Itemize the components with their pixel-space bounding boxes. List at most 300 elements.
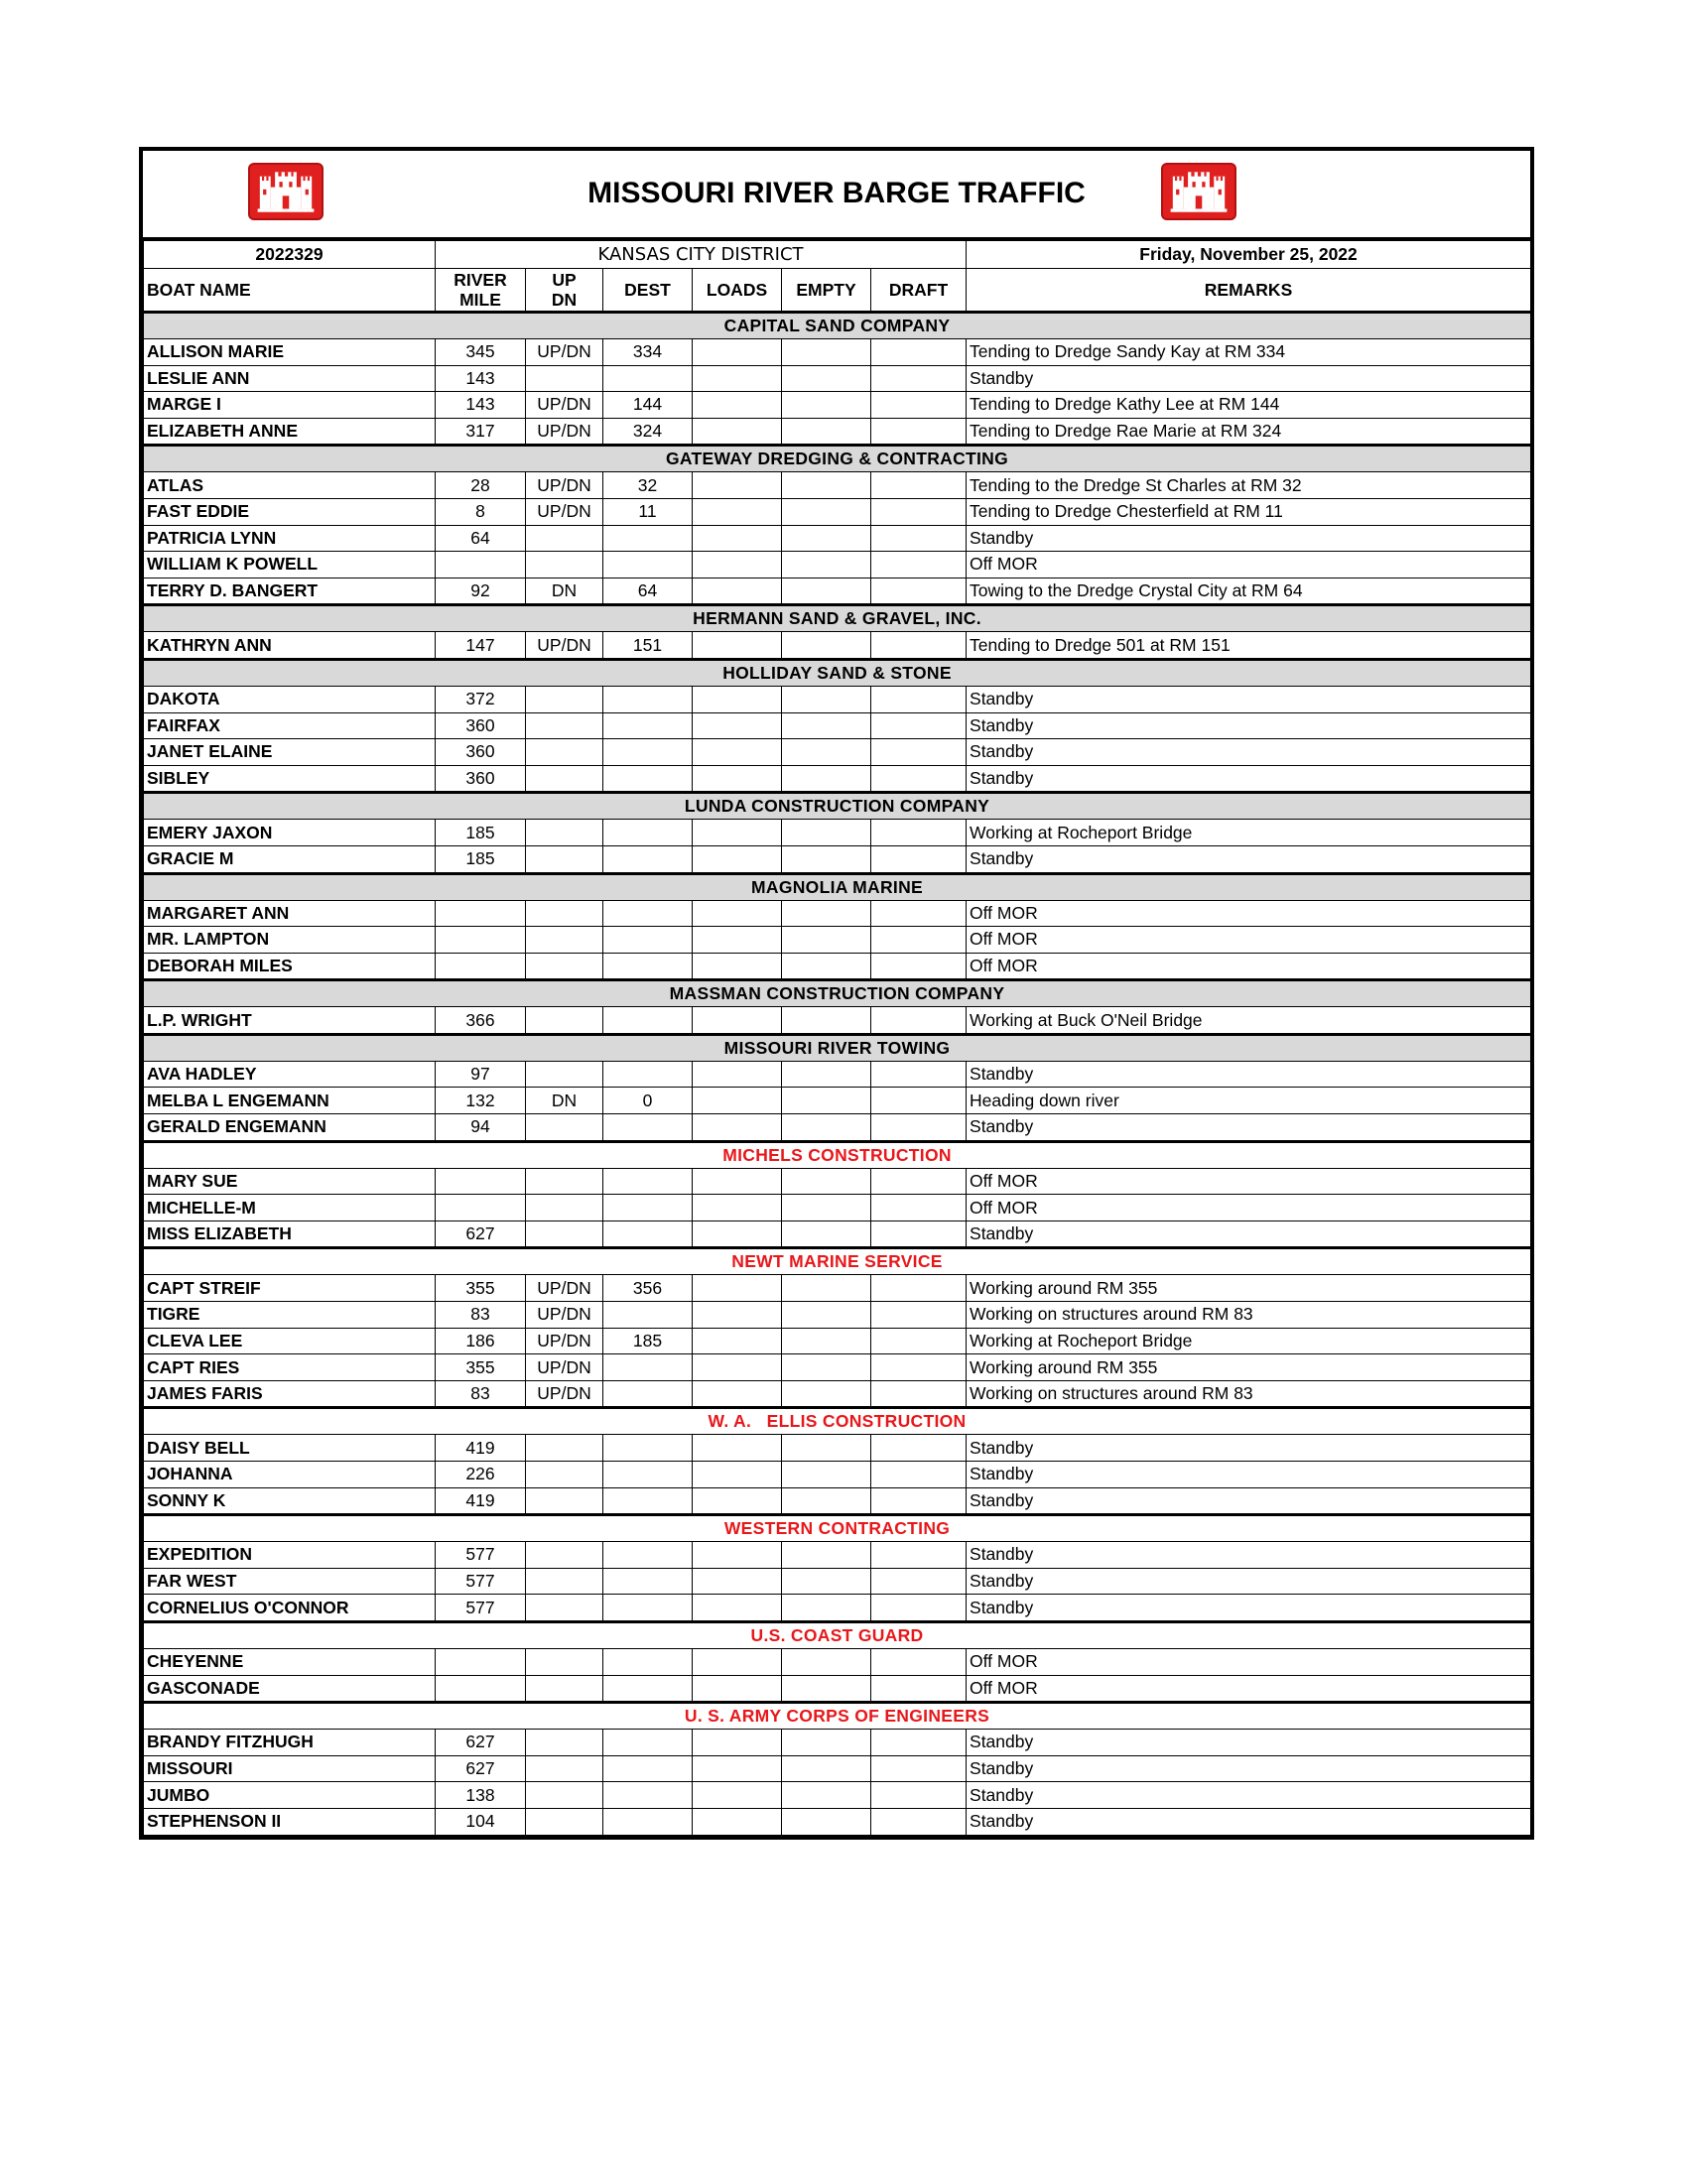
loads-cell <box>693 365 782 392</box>
river-mile-cell: 185 <box>436 845 526 873</box>
loads-cell <box>693 739 782 766</box>
empty-cell <box>782 712 871 739</box>
col-remarks: REMARKS <box>967 269 1531 313</box>
river-mile-cell <box>436 1675 526 1703</box>
draft-cell <box>871 765 967 793</box>
river-mile-cell: 419 <box>436 1487 526 1515</box>
loads-cell <box>693 498 782 525</box>
remarks-cell: Working around RM 355 <box>967 1275 1531 1302</box>
up-dn-cell <box>526 1195 603 1221</box>
table-row <box>144 578 1531 605</box>
col-up-dn <box>526 269 603 313</box>
loads-cell <box>693 1007 782 1035</box>
dest-cell <box>603 1114 693 1142</box>
loads-cell <box>693 1782 782 1809</box>
up-dn-cell <box>526 1462 603 1488</box>
table-row <box>144 632 1531 660</box>
table-row <box>144 927 1531 954</box>
up-dn-cell: UP/DN <box>526 339 603 366</box>
table-row <box>144 365 1531 392</box>
section-header-row <box>144 1141 1531 1168</box>
remarks-cell: Off MOR <box>967 1168 1531 1195</box>
remarks-cell: Working on structures around RM 83 <box>967 1380 1531 1408</box>
boat-name-cell: SIBLEY <box>144 765 436 793</box>
remarks-cell: Standby <box>967 845 1531 873</box>
table-row <box>144 953 1531 980</box>
dest-cell <box>603 1380 693 1408</box>
col-dest: DEST <box>603 269 693 313</box>
empty-cell <box>782 1195 871 1221</box>
section-title: MASSMAN CONSTRUCTION COMPANY <box>144 980 1531 1007</box>
boat-name-cell: PATRICIA LYNN <box>144 525 436 552</box>
river-mile-cell: 97 <box>436 1061 526 1088</box>
up-dn-cell <box>526 1782 603 1809</box>
loads-cell <box>693 900 782 927</box>
loads-cell <box>693 820 782 846</box>
empty-cell <box>782 765 871 793</box>
empty-cell <box>782 1007 871 1035</box>
up-dn-cell: UP/DN <box>526 392 603 419</box>
up-dn-cell <box>526 552 603 578</box>
draft-cell <box>871 1755 967 1782</box>
section-header-row <box>144 1408 1531 1435</box>
boat-name-cell: GERALD ENGEMANN <box>144 1114 436 1142</box>
dest-cell <box>603 1782 693 1809</box>
empty-cell <box>782 739 871 766</box>
dest-cell <box>603 1168 693 1195</box>
boat-name-cell: GRACIE M <box>144 845 436 873</box>
boat-name-cell: ELIZABETH ANNE <box>144 418 436 446</box>
draft-cell <box>871 1730 967 1756</box>
up-dn-cell <box>526 765 603 793</box>
draft-cell <box>871 525 967 552</box>
draft-cell <box>871 845 967 873</box>
section-title: CAPITAL SAND COMPANY <box>144 313 1531 339</box>
dest-cell <box>603 1755 693 1782</box>
boat-name-cell: LESLIE ANN <box>144 365 436 392</box>
section-header-row <box>144 793 1531 820</box>
dest-cell <box>603 739 693 766</box>
empty-cell <box>782 1354 871 1381</box>
section-header-row <box>144 1703 1531 1730</box>
empty-cell <box>782 365 871 392</box>
remarks-cell: Standby <box>967 1487 1531 1515</box>
loads-cell <box>693 418 782 446</box>
remarks-cell: Standby <box>967 1462 1531 1488</box>
up-dn-cell: UP/DN <box>526 498 603 525</box>
remarks-cell: Off MOR <box>967 900 1531 927</box>
river-mile-cell: 226 <box>436 1462 526 1488</box>
up-dn-cell <box>526 739 603 766</box>
barge-table <box>143 240 1531 1836</box>
empty-cell <box>782 392 871 419</box>
remarks-cell: Standby <box>967 765 1531 793</box>
up-dn-cell <box>526 900 603 927</box>
section-header-row <box>144 659 1531 686</box>
boat-name-cell: KATHRYN ANN <box>144 632 436 660</box>
table-row <box>144 339 1531 366</box>
river-mile-cell: 360 <box>436 765 526 793</box>
draft-cell <box>871 1168 967 1195</box>
river-mile-cell: 345 <box>436 339 526 366</box>
table-row <box>144 392 1531 419</box>
remarks-cell: Standby <box>967 1220 1531 1248</box>
up-dn-cell <box>526 1007 603 1035</box>
empty-cell <box>782 953 871 980</box>
boat-name-cell: BRANDY FITZHUGH <box>144 1730 436 1756</box>
report-date: Friday, November 25, 2022 <box>967 241 1531 269</box>
remarks-cell: Tending to Dredge Kathy Lee at RM 144 <box>967 392 1531 419</box>
loads-cell <box>693 1435 782 1462</box>
table-row <box>144 1275 1531 1302</box>
remarks-cell: Off MOR <box>967 552 1531 578</box>
dest-cell <box>603 1675 693 1703</box>
empty-cell <box>782 1435 871 1462</box>
river-mile-cell: 138 <box>436 1782 526 1809</box>
section-header-row <box>144 1621 1531 1648</box>
dest-cell <box>603 1568 693 1595</box>
dest-cell <box>603 1595 693 1622</box>
table-row <box>144 472 1531 499</box>
dest-cell <box>603 1730 693 1756</box>
empty-cell <box>782 1220 871 1248</box>
river-mile-cell: 577 <box>436 1595 526 1622</box>
remarks-cell: Tending to Dredge Chesterfield at RM 11 <box>967 498 1531 525</box>
empty-cell <box>782 1648 871 1675</box>
remarks-cell: Tending to Dredge Rae Marie at RM 324 <box>967 418 1531 446</box>
river-mile-cell <box>436 552 526 578</box>
table-row <box>144 1755 1531 1782</box>
castle-icon <box>1163 165 1234 218</box>
empty-cell <box>782 498 871 525</box>
dest-cell: 32 <box>603 472 693 499</box>
loads-cell <box>693 1328 782 1354</box>
up-dn-cell <box>526 1595 603 1622</box>
table-row <box>144 1088 1531 1114</box>
table-row <box>144 820 1531 846</box>
river-mile-cell: 419 <box>436 1435 526 1462</box>
remarks-cell: Off MOR <box>967 1675 1531 1703</box>
river-mile-cell: 627 <box>436 1755 526 1782</box>
loads-cell <box>693 1462 782 1488</box>
section-title: LUNDA CONSTRUCTION COMPANY <box>144 793 1531 820</box>
loads-cell <box>693 765 782 793</box>
dest-cell: 185 <box>603 1328 693 1354</box>
draft-cell <box>871 1354 967 1381</box>
empty-cell <box>782 525 871 552</box>
draft-cell <box>871 1568 967 1595</box>
table-row <box>144 712 1531 739</box>
remarks-cell: Standby <box>967 1755 1531 1782</box>
river-mile-cell <box>436 900 526 927</box>
table-row <box>144 845 1531 873</box>
up-dn-cell <box>526 1435 603 1462</box>
up-dn-cell <box>526 1755 603 1782</box>
draft-cell <box>871 552 967 578</box>
boat-name-cell: MR. LAMPTON <box>144 927 436 954</box>
empty-cell <box>782 1487 871 1515</box>
remarks-cell: Working at Rocheport Bridge <box>967 1328 1531 1354</box>
table-row <box>144 1730 1531 1756</box>
table-row <box>144 1007 1531 1035</box>
draft-cell <box>871 1007 967 1035</box>
draft-cell <box>871 820 967 846</box>
table-row <box>144 1782 1531 1809</box>
river-mile-cell: 94 <box>436 1114 526 1142</box>
loads-cell <box>693 392 782 419</box>
boat-name-cell: FAR WEST <box>144 1568 436 1595</box>
river-mile-cell: 577 <box>436 1568 526 1595</box>
table-row <box>144 1061 1531 1088</box>
boat-name-cell: MARY SUE <box>144 1168 436 1195</box>
table-row <box>144 1168 1531 1195</box>
up-dn-cell: UP/DN <box>526 1354 603 1381</box>
empty-cell <box>782 1328 871 1354</box>
boat-name-cell: FAIRFAX <box>144 712 436 739</box>
river-mile-cell: 186 <box>436 1328 526 1354</box>
dest-cell <box>603 712 693 739</box>
table-row <box>144 552 1531 578</box>
draft-cell <box>871 1302 967 1329</box>
boat-name-cell: CLEVA LEE <box>144 1328 436 1354</box>
loads-cell <box>693 1275 782 1302</box>
boat-name-cell: TIGRE <box>144 1302 436 1329</box>
up-dn-cell: DN <box>526 1088 603 1114</box>
river-mile-cell <box>436 1195 526 1221</box>
draft-cell <box>871 1061 967 1088</box>
boat-name-cell: L.P. WRIGHT <box>144 1007 436 1035</box>
river-mile-cell: 185 <box>436 820 526 846</box>
draft-cell <box>871 1648 967 1675</box>
empty-cell <box>782 1782 871 1809</box>
draft-cell <box>871 1782 967 1809</box>
boat-name-cell: SONNY K <box>144 1487 436 1515</box>
dest-cell: 64 <box>603 578 693 605</box>
empty-cell <box>782 1808 871 1835</box>
table-row <box>144 1354 1531 1381</box>
empty-cell <box>782 820 871 846</box>
empty-cell <box>782 1275 871 1302</box>
draft-cell <box>871 1595 967 1622</box>
dest-cell: 144 <box>603 392 693 419</box>
remarks-cell: Working at Rocheport Bridge <box>967 820 1531 846</box>
table-row <box>144 1328 1531 1354</box>
draft-cell <box>871 498 967 525</box>
table-row <box>144 525 1531 552</box>
dest-cell: 11 <box>603 498 693 525</box>
empty-cell <box>782 1595 871 1622</box>
section-header-row <box>144 446 1531 472</box>
boat-name-cell: MARGARET ANN <box>144 900 436 927</box>
loads-cell <box>693 1302 782 1329</box>
empty-cell <box>782 632 871 660</box>
empty-cell <box>782 1168 871 1195</box>
loads-cell <box>693 686 782 712</box>
draft-cell <box>871 1542 967 1569</box>
empty-cell <box>782 1568 871 1595</box>
draft-cell <box>871 686 967 712</box>
boat-name-cell: TERRY D. BANGERT <box>144 578 436 605</box>
section-header-row <box>144 313 1531 339</box>
up-dn-cell: UP/DN <box>526 1275 603 1302</box>
up-dn-cell <box>526 845 603 873</box>
empty-cell <box>782 1755 871 1782</box>
section-title: W. A. ELLIS CONSTRUCTION <box>144 1408 1531 1435</box>
draft-cell <box>871 1220 967 1248</box>
table-row <box>144 900 1531 927</box>
table-row <box>144 1380 1531 1408</box>
section-title: NEWT MARINE SERVICE <box>144 1248 1531 1275</box>
river-mile-cell: 132 <box>436 1088 526 1114</box>
dest-cell <box>603 1462 693 1488</box>
river-mile-cell: 147 <box>436 632 526 660</box>
remarks-cell: Standby <box>967 1782 1531 1809</box>
boat-name-cell: CAPT RIES <box>144 1354 436 1381</box>
remarks-cell: Heading down river <box>967 1088 1531 1114</box>
loads-cell <box>693 1195 782 1221</box>
remarks-cell: Working on structures around RM 83 <box>967 1302 1531 1329</box>
empty-cell <box>782 1061 871 1088</box>
section-title: MAGNOLIA MARINE <box>144 873 1531 900</box>
dest-cell <box>603 365 693 392</box>
river-mile-cell: 577 <box>436 1542 526 1569</box>
remarks-cell: Tending to Dredge 501 at RM 151 <box>967 632 1531 660</box>
loads-cell <box>693 1354 782 1381</box>
river-mile-cell: 143 <box>436 392 526 419</box>
table-row <box>144 498 1531 525</box>
boat-name-cell: FAST EDDIE <box>144 498 436 525</box>
section-header-row <box>144 873 1531 900</box>
draft-cell <box>871 1195 967 1221</box>
boat-name-cell: JAMES FARIS <box>144 1380 436 1408</box>
river-mile-cell: 360 <box>436 712 526 739</box>
draft-cell <box>871 418 967 446</box>
up-dn-cell <box>526 927 603 954</box>
loads-cell <box>693 632 782 660</box>
up-dn-cell <box>526 365 603 392</box>
empty-cell <box>782 339 871 366</box>
table-row <box>144 739 1531 766</box>
dest-cell <box>603 686 693 712</box>
loads-cell <box>693 1168 782 1195</box>
table-row <box>144 765 1531 793</box>
river-mile-cell: 627 <box>436 1220 526 1248</box>
river-mile-cell: 83 <box>436 1302 526 1329</box>
remarks-cell: Standby <box>967 1435 1531 1462</box>
river-mile-cell: 355 <box>436 1275 526 1302</box>
dest-cell <box>603 900 693 927</box>
col-loads: LOADS <box>693 269 782 313</box>
dest-cell <box>603 525 693 552</box>
table-row <box>144 686 1531 712</box>
title-bar <box>143 151 1530 240</box>
draft-cell <box>871 1114 967 1142</box>
remarks-cell: Off MOR <box>967 953 1531 980</box>
boat-name-cell: DAKOTA <box>144 686 436 712</box>
up-dn-cell <box>526 686 603 712</box>
draft-cell <box>871 712 967 739</box>
table-row <box>144 1302 1531 1329</box>
remarks-cell: Standby <box>967 1061 1531 1088</box>
dest-cell: 334 <box>603 339 693 366</box>
remarks-cell: Tending to the Dredge St Charles at RM 32 <box>967 472 1531 499</box>
up-dn-cell <box>526 1808 603 1835</box>
boat-name-cell: MELBA L ENGEMANN <box>144 1088 436 1114</box>
loads-cell <box>693 1542 782 1569</box>
river-mile-cell: 372 <box>436 686 526 712</box>
draft-cell <box>871 392 967 419</box>
empty-cell <box>782 845 871 873</box>
draft-cell <box>871 1328 967 1354</box>
up-dn-cell <box>526 1114 603 1142</box>
up-dn-cell <box>526 1568 603 1595</box>
col-up-dn-line2: DN <box>551 290 578 310</box>
empty-cell <box>782 552 871 578</box>
up-dn-cell <box>526 1675 603 1703</box>
dest-cell <box>603 1354 693 1381</box>
up-dn-cell <box>526 1061 603 1088</box>
up-dn-cell: DN <box>526 578 603 605</box>
draft-cell <box>871 578 967 605</box>
empty-cell <box>782 1730 871 1756</box>
empty-cell <box>782 1302 871 1329</box>
table-row <box>144 1595 1531 1622</box>
empty-cell <box>782 927 871 954</box>
table-row <box>144 1648 1531 1675</box>
section-title: HERMANN SAND & GRAVEL, INC. <box>144 605 1531 632</box>
draft-cell <box>871 632 967 660</box>
empty-cell <box>782 1462 871 1488</box>
loads-cell <box>693 1595 782 1622</box>
section-header-row <box>144 980 1531 1007</box>
dest-cell <box>603 845 693 873</box>
up-dn-cell <box>526 1542 603 1569</box>
dest-cell <box>603 1435 693 1462</box>
col-river-mile-line2: MILE <box>459 290 501 310</box>
boat-name-cell: WILLIAM K POWELL <box>144 552 436 578</box>
section-title: MISSOURI RIVER TOWING <box>144 1034 1531 1061</box>
up-dn-cell <box>526 1220 603 1248</box>
barge-traffic-report <box>139 147 1534 1840</box>
draft-cell <box>871 900 967 927</box>
remarks-cell: Standby <box>967 1730 1531 1756</box>
river-mile-cell: 366 <box>436 1007 526 1035</box>
remarks-cell: Off MOR <box>967 1195 1531 1221</box>
loads-cell <box>693 578 782 605</box>
river-mile-cell: 8 <box>436 498 526 525</box>
remarks-cell: Tending to Dredge Sandy Kay at RM 334 <box>967 339 1531 366</box>
table-row <box>144 1675 1531 1703</box>
loads-cell <box>693 1648 782 1675</box>
empty-cell <box>782 686 871 712</box>
river-mile-cell <box>436 1648 526 1675</box>
dest-cell <box>603 1542 693 1569</box>
up-dn-cell <box>526 1730 603 1756</box>
draft-cell <box>871 1675 967 1703</box>
section-header-row <box>144 605 1531 632</box>
boat-name-cell: MISSOURI <box>144 1755 436 1782</box>
up-dn-cell <box>526 525 603 552</box>
section-header-row <box>144 1515 1531 1542</box>
boat-name-cell: GASCONADE <box>144 1675 436 1703</box>
col-river-mile-line1: RIVER <box>454 270 507 290</box>
section-header-row <box>144 1248 1531 1275</box>
boat-name-cell: EXPEDITION <box>144 1542 436 1569</box>
up-dn-cell <box>526 1168 603 1195</box>
loads-cell <box>693 1061 782 1088</box>
draft-cell <box>871 1462 967 1488</box>
empty-cell <box>782 1114 871 1142</box>
